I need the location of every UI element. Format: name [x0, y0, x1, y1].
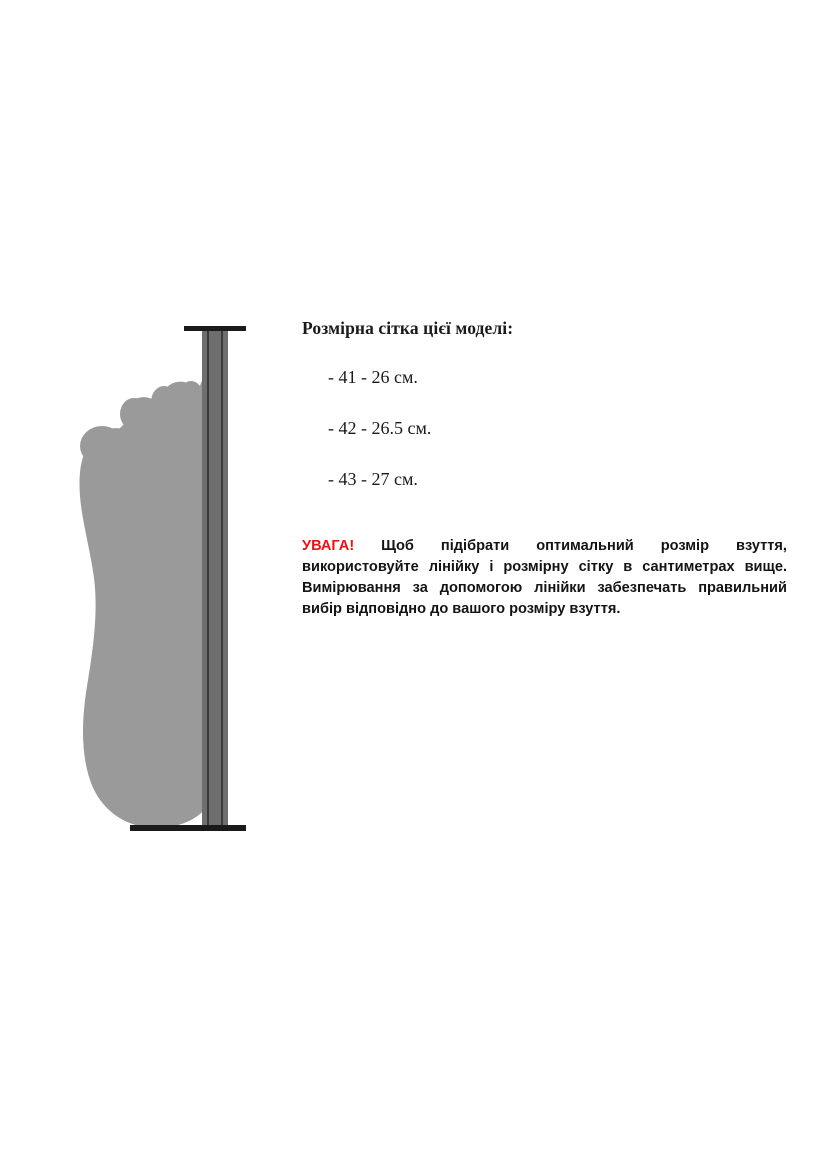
ruler: [202, 330, 228, 830]
foot-measurement-diagram: [60, 310, 290, 850]
list-item: - 41 - 26 см.: [328, 367, 418, 387]
warning-block: [302, 536, 787, 621]
size-chart-list: [302, 367, 782, 490]
size-chart-title: Розмірна сітка цієї моделі:: [302, 318, 514, 338]
list-item: - 42 - 26.5 см.: [328, 418, 432, 438]
warning-label: УВАГА!: [302, 538, 355, 554]
warning-paragraph: [302, 536, 787, 621]
size-chart-block: [302, 318, 782, 520]
list-item: - 43 - 27 см.: [328, 469, 418, 489]
warning-text: Щоб підібрати оптимальний розмір взуття, використовуйте лінійку і розмірну сітку в сантиметрах вище. Вимірювання за допомогою лінійки забезпечать правильний вибір відповідно до вашого розміру взуття.: [302, 538, 787, 618]
